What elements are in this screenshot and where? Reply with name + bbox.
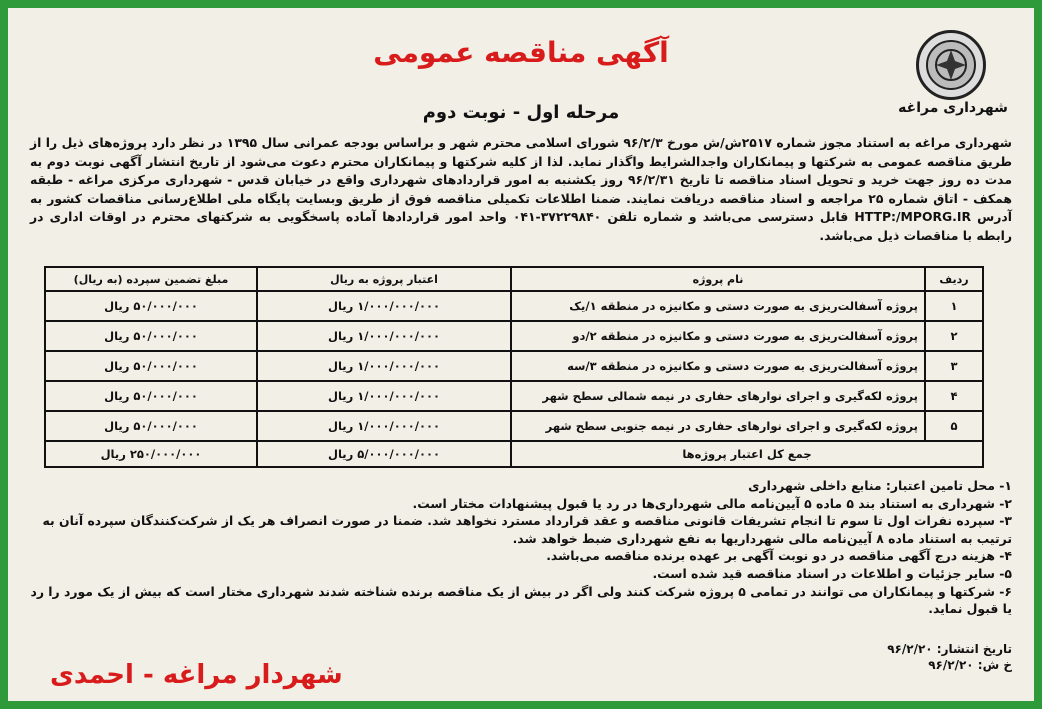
publication-dates: [887, 641, 1012, 673]
intro-paragraph: شهرداری مراغه به استناد مجوز شماره ۲۵۱۷ش/ش مورخ ۹۶/۲/۳ شورای اسلامی محترم شهر و براساس بودجه عمرانی سال ۱۳۹۵ در نظر دارد پروژه‌های ذیل را از طریق مناقصه عمومی به شرکتها و پیمانکاران واجدالشرایط واگذار نماید. لذا از کلیه شرکتها و پیمانکاران محترم دعوت می‌شود از تاریخ انتشار آگهی نوبت دوم به مدت ده روز جهت خرید و تحویل اسناد مناقصه تا تاریخ ۹۶/۲/۳۱ روز یکشنبه به امور قراردادهای شهرداری واقع در خیابان قدس - شهرداری مرکزی مراغه - طبقه همکف - اتاق شماره ۲۵ مراجعه و اسناد مناقصه دریافت نمایند. ضمنا اطلاعات تکمیلی مناقصه فوق از طریق وبسایت پایگاه ملی اطلاع‌رسانی مناقصات کشور به آدرس HTTP:/MPORG.IR قابل دسترسی می‌باشد و شماره تلفن ۳۷۲۲۹۸۴۰-۰۴۱ واحد امور قراردادها آماده پاسخگویی به شرکتهای محترم در اوقات اداری در رابطه با مناقصات ذیل می‌باشد.: [30, 135, 1013, 243]
project-deposit: ۵۰/۰۰۰/۰۰۰ ریال: [45, 321, 257, 351]
table-header-row: [45, 267, 983, 291]
row-number: ۲: [925, 321, 983, 351]
notice-content: [16, 16, 1026, 693]
project-credit: ۱/۰۰۰/۰۰۰/۰۰۰ ریال: [257, 411, 511, 441]
condition-item: ۱- محل تامین اعتبار: منابع داخلی شهرداری: [748, 478, 1012, 493]
condition-item: ۶- شرکتها و پیمانکاران می توانند در تمامی ۵ پروژه شرکت کنند ولی اگر در بیش از یک مناقصه برنده شناخته شدند شهرداری مختار است که بیش از یک مورد را رد یا قبول نماید.: [30, 583, 1012, 617]
table-row: [45, 411, 983, 441]
project-credit: ۱/۰۰۰/۰۰۰/۰۰۰ ریال: [257, 351, 511, 381]
project-deposit: ۵۰/۰۰۰/۰۰۰ ریال: [45, 291, 257, 321]
projects-table: [44, 266, 984, 468]
mayor-signature: شهردار مراغه - احمدی: [50, 660, 343, 690]
project-credit: ۱/۰۰۰/۰۰۰/۰۰۰ ریال: [257, 381, 511, 411]
row-number: ۵: [925, 411, 983, 441]
project-name: پروژه لکه‌گیری و اجرای نوارهای حفاری در نیمه شمالی سطح شهر: [511, 381, 925, 411]
notice-subtitle: مرحله اول - نوبت دوم: [422, 102, 620, 123]
table-row: [45, 351, 983, 381]
project-name: پروژه آسفالت‌ریزی به صورت دستی و مکانیزه در منطقه ۱/یک: [511, 291, 925, 321]
project-name: پروژه آسفالت‌ریزی به صورت دستی و مکانیزه در منطقه ۳/سه: [511, 351, 925, 381]
total-label: جمع کل اعتبار پروژه‌ها: [511, 441, 983, 467]
project-deposit: ۵۰/۰۰۰/۰۰۰ ریال: [45, 411, 257, 441]
project-credit: ۱/۰۰۰/۰۰۰/۰۰۰ ریال: [257, 291, 511, 321]
table-row: [45, 321, 983, 351]
col-header-credit: اعتبار پروژه به ریال: [257, 267, 511, 291]
conditions-list: [30, 477, 1012, 618]
total-deposit: ۲۵۰/۰۰۰/۰۰۰ ریال: [45, 441, 257, 467]
publish-date: تاریخ انتشار: ۹۶/۲/۲۰: [887, 642, 1012, 656]
row-number: ۴: [925, 381, 983, 411]
project-deposit: ۵۰/۰۰۰/۰۰۰ ریال: [45, 381, 257, 411]
table-row: [45, 291, 983, 321]
project-deposit: ۵۰/۰۰۰/۰۰۰ ریال: [45, 351, 257, 381]
condition-item: ۴- هزینه درج آگهی مناقصه در دو نوبت آگهی بر عهده برنده مناقصه می‌باشد.: [546, 548, 1012, 564]
table-row: [45, 381, 983, 411]
col-header-project-name: نام پروژه: [511, 267, 925, 291]
row-number: ۳: [925, 351, 983, 381]
project-name: پروژه لکه‌گیری و اجرای نوارهای حفاری در نیمه جنوبی سطح شهر: [511, 411, 925, 441]
notice-title: آگهی مناقصه عمومی: [373, 36, 669, 69]
org-name: شهرداری مراغه: [898, 100, 1008, 116]
code-date: خ ش: ۹۶/۲/۲۰: [928, 658, 1012, 672]
project-name: پروژه آسفالت‌ریزی به صورت دستی و مکانیزه در منطقه ۲/دو: [511, 321, 925, 351]
table-total-row: [45, 441, 983, 467]
col-header-row-no: ردیف: [925, 267, 983, 291]
condition-item: ۳- سپرده نفرات اول تا سوم تا انجام تشریفات قانونی مناقصه و عقد قرارداد مسترد نخواهد شد. ضمنا در صورت انصراف هر یک از شرکت‌کنندگان سپرده آنان به ترتیب به استناد ماده ۸ آیین‌نامه مالی شهرداریها به نفع شهرداری ضبط خواهد شد.: [42, 513, 1012, 546]
condition-item: ۲- شهرداری به استناد بند ۵ ماده ۵ آیین‌نامه مالی شهرداری‌ها در رد یا قبول پیشنهادات مختار است.: [412, 495, 1012, 511]
total-credit: ۵/۰۰۰/۰۰۰/۰۰۰ ریال: [257, 441, 511, 467]
col-header-deposit: مبلغ تضمین سپرده (به ریال): [45, 267, 257, 291]
project-credit: ۱/۰۰۰/۰۰۰/۰۰۰ ریال: [257, 321, 511, 351]
condition-item: ۵- سایر جزئیات و اطلاعات در اسناد مناقصه قید شده است.: [652, 565, 1012, 581]
row-number: ۱: [925, 291, 983, 321]
